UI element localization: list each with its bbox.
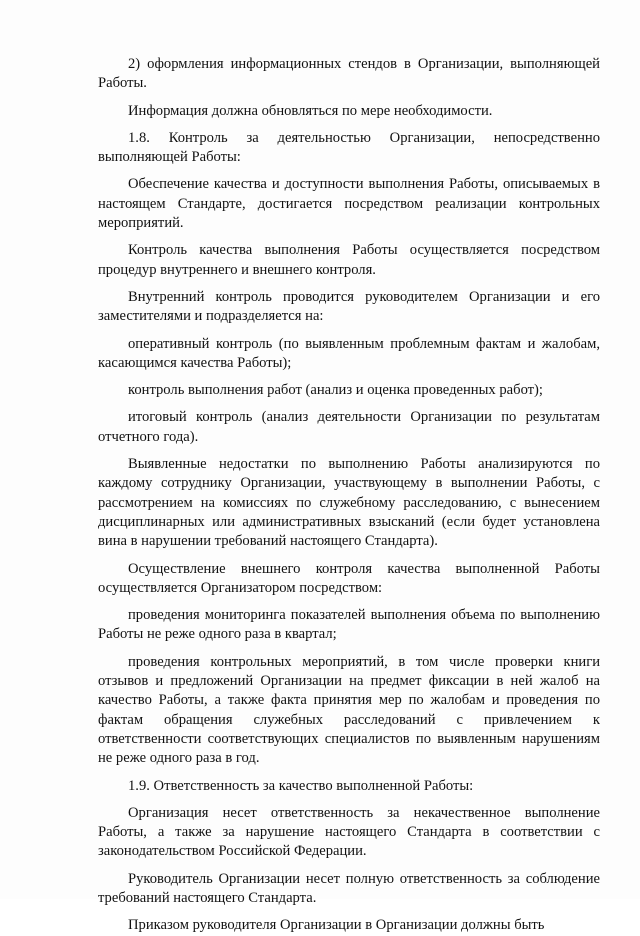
- paragraph-director-liability: Руководитель Организации несет полную ответственность за соблюдение требований настоящего Стандарта.: [98, 870, 600, 906]
- paragraph-external-control: Осуществление внешнего контроля качества выполненной Работы осуществляется Организатором посредством:: [98, 560, 600, 596]
- paragraph-work-control: контроль выполнения работ (анализ и оценка проведенных работ);: [128, 382, 543, 399]
- paragraph-internal-control: Внутренний контроль проводится руководителем Организации и его заместителями и подразделяется на:: [98, 288, 600, 325]
- paragraph-final-control: итоговый контроль (анализ деятельности Организации по результатам отчетного года).: [98, 409, 600, 445]
- paragraph-quality-assurance: Обеспечение качества и доступности выполнения Работы, описываемых в настоящем Стандарте, достигается посредством реализации контрольных мероприятий.: [98, 176, 600, 232]
- paragraph-organization-liability: Организация несет ответственность за некачественное выполнение Работы, а также за нарушение настоящего Стандарта в соответствии с законодательством Российской Федерации.: [98, 804, 600, 860]
- paragraph-monitoring: проведения мониторинга показателей выполнения объема по выполнению Работы не реже одного раза в квартал;: [98, 607, 600, 643]
- paragraph-quality-control: Контроль качества выполнения Работы осуществляется посредством процедур внутреннего и внешнего контроля.: [98, 242, 600, 278]
- paragraph-director-order: Приказом руководителя Организации в Организации должны быть: [128, 917, 545, 934]
- paragraph-deficiencies: Выявленные недостатки по выполнению Работы анализируются по каждому сотруднику Организации, участвующему в выполнении Работы, с рассмотрением на комиссиях по служебному расследованию, с вынесением дисциплинарных или административных взысканий (если будет установлена вина в нарушении требований настоящего Стандарта).: [98, 456, 600, 550]
- paragraph-stands: 2) оформления информационных стендов в Организации, выполняющей Работы.: [98, 56, 600, 92]
- paragraph-info-update: Информация должна обновляться по мере необходимости.: [128, 102, 493, 119]
- paragraph-operational-control: оперативный контроль (по выявленным проблемным фактам и жалобам, касающимся качества Работы);: [98, 335, 600, 371]
- section-heading-1-8: 1.8. Контроль за деятельностью Организации, непосредственно выполняющей Работы:: [98, 129, 600, 166]
- section-heading-1-9: 1.9. Ответственность за качество выполненной Работы:: [128, 777, 474, 794]
- paragraph-control-measures: проведения контрольных мероприятий, в том числе проверки книги отзывов и предложений Организации на предмет фиксации в ней жалоб на качество Работы, а также факта принятия мер по жалобам и проведения по фактам обращения служебных расследований с привлечением к ответственности соответствующих специалистов по выявленным нарушениям не реже одного раза в год.: [98, 653, 600, 767]
